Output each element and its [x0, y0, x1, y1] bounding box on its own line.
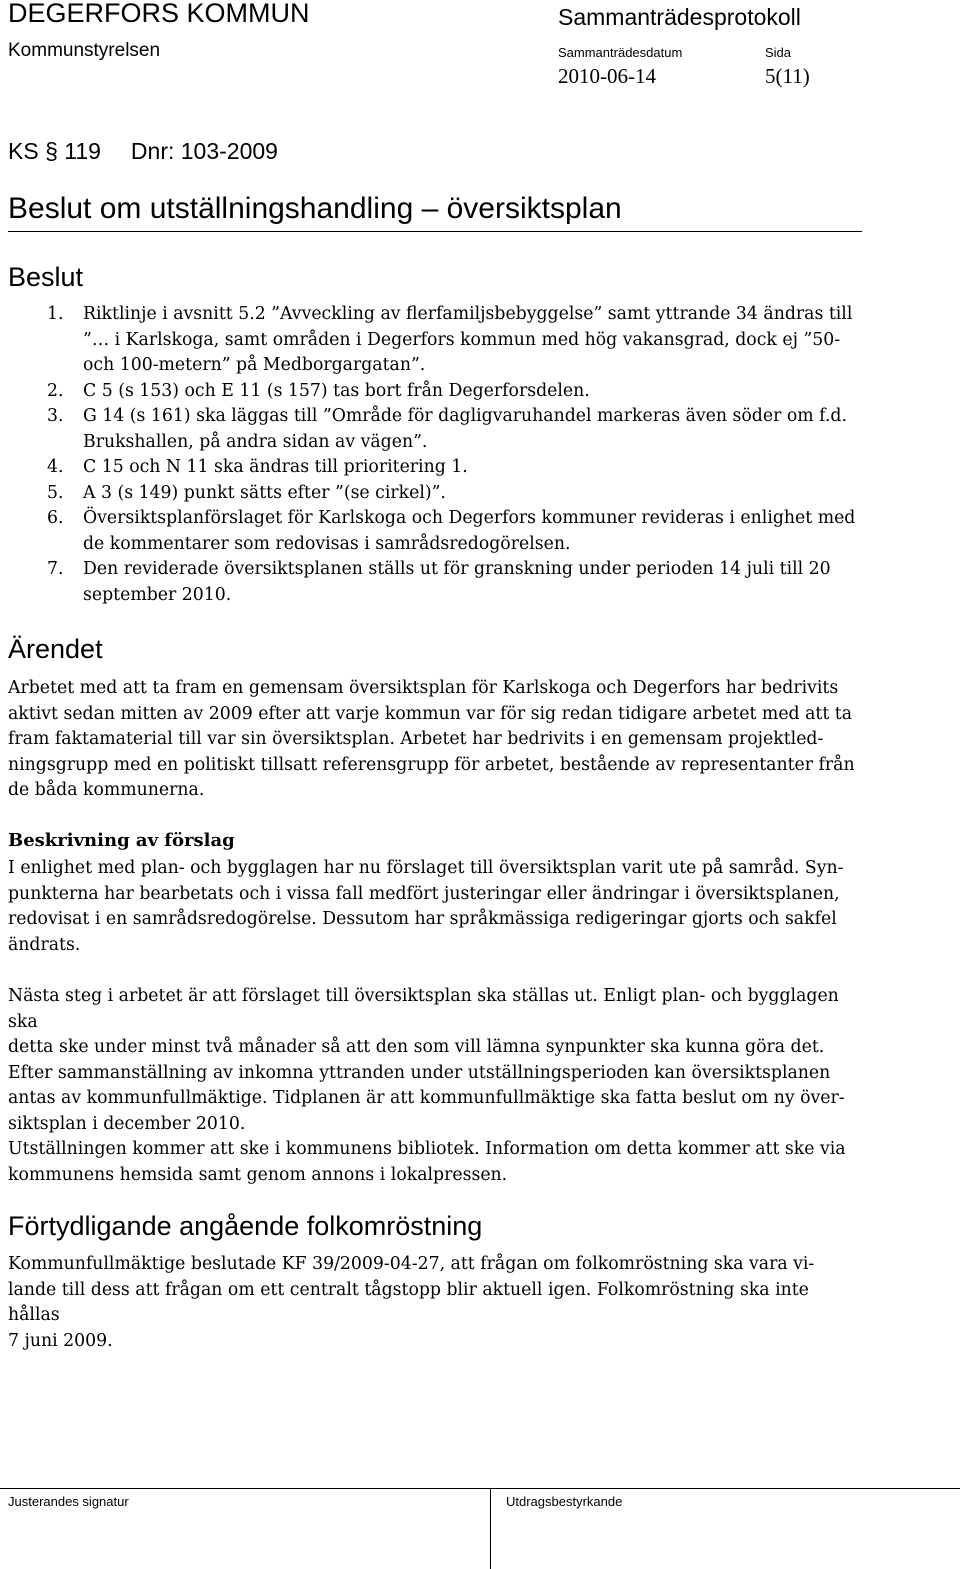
organization-name: DEGERFORS KOMMUN — [8, 0, 310, 28]
board-name: Kommunstyrelsen — [8, 40, 161, 61]
text-line: aktivt sedan mitten av 2009 efter att varje kommun var för sig redan tidigare arbetet med att ta — [8, 703, 853, 724]
footer-column-divider — [490, 1488, 491, 1569]
decision-item-line: och 100-metern” på Medborgargatan”. — [83, 355, 426, 375]
footer-divider — [0, 1488, 960, 1489]
text-line: ningsgrupp med en politiskt tillsatt referensgrupp för arbetet, bestående av representanter från — [8, 754, 855, 775]
text-line: Utställningen kommer att ske i kommunens bibliotek. Information om detta kommer att ske via — [8, 1139, 846, 1159]
text-line: ändrats. — [8, 934, 81, 955]
text-line: detta ske under minst två månader så att den som vill lämna synpunkter ska kunna göra det. — [8, 1037, 825, 1058]
page-number: 5(11) — [765, 64, 810, 88]
text-line: de båda kommunerna. — [8, 780, 205, 801]
decision-item-line: C 5 (s 153) och E 11 (s 157) tas bort från Degerforsdelen. — [83, 380, 590, 401]
decision-item-number: 7. — [47, 559, 64, 579]
decision-item-line: de kommentarer som redovisas i samrådsredogörelsen. — [83, 533, 571, 554]
text-line: redovisat i en samrådsredogörelse. Dessutom har språkmässiga redigeringar gjorts och sakfel — [8, 909, 837, 930]
page-label: Sida — [765, 45, 792, 60]
decision-item-number: 4. — [47, 457, 64, 477]
decision-item-line: Brukshallen, på andra sidan av vägen”. — [83, 431, 428, 452]
text-line: lande till dess att frågan om ett centralt tågstopp blir aktuell igen. Folkomröstning ska inte hållas — [8, 1279, 809, 1326]
decision-item-number: 3. — [47, 406, 64, 426]
decision-item — [0, 481, 870, 507]
text-line: punkterna har bearbetats och i vissa fall medfört justeringar eller ändringar i översiktsplanen, — [8, 883, 840, 904]
case-number: KS § 119 — [8, 138, 101, 164]
proposal-paragraph-2 — [8, 984, 858, 1138]
decision-item — [0, 302, 870, 379]
text-line: kommunens hemsida samt genom annons i lokalpressen. — [8, 1164, 508, 1185]
text-line: fram faktamaterial till var sin översiktsplan. Arbetet har bedrivits i en gemensam projektled- — [8, 729, 824, 750]
decision-item-number: 2. — [47, 380, 64, 401]
clarification-paragraph — [8, 1252, 858, 1354]
signature-label: Justerandes signatur — [8, 1494, 129, 1509]
decision-list — [0, 302, 870, 608]
title-divider — [8, 231, 862, 232]
proposal-heading: Beskrivning av förslag — [8, 830, 235, 851]
case-dnr: Dnr: 103-2009 — [130, 138, 278, 164]
decision-item — [0, 506, 870, 557]
decision-item-line: Riktlinje i avsnitt 5.2 ”Avveckling av flerfamiljsbebyggelse” samt yttrande 34 ändras till — [83, 304, 853, 324]
proposal-paragraph-3 — [8, 1137, 858, 1188]
decision-item — [0, 557, 870, 608]
decision-item-line: C 15 och N 11 ska ändras till prioritering 1. — [83, 457, 468, 477]
decision-item-line: G 14 (s 161) ska läggas till ”Område för dagligvaruhandel markeras även söder om f.d. — [83, 406, 847, 426]
decision-item-line: ”… i Karlskoga, samt områden i Degerfors kommun med hög vakansgrad, dock ej ”50- — [83, 329, 841, 350]
decision-item — [0, 404, 870, 455]
clarification-heading: Förtydligande angående folkomröstning — [8, 1211, 483, 1241]
decision-item-number: 5. — [47, 482, 64, 503]
decision-item-number: 1. — [47, 304, 64, 324]
text-line: Kommunfullmäktige beslutade KF 39/2009-04-27, att frågan om folkomröstning ska vara vi- — [8, 1254, 815, 1274]
document-type: Sammanträdesprotokoll — [558, 4, 801, 30]
case-title: Beslut om utställningshandling – översiktsplan — [8, 192, 622, 225]
matter-paragraph — [8, 676, 858, 804]
decision-heading: Beslut — [8, 262, 84, 292]
matter-heading: Ärendet — [8, 634, 103, 664]
decision-item-line: september 2010. — [83, 584, 232, 605]
text-line: Nästa steg i arbetet är att förslaget till översiktsplan ska ställas ut. Enligt plan- och bygglagen ska — [8, 986, 839, 1032]
decision-item — [0, 455, 870, 481]
meeting-date-label: Sammanträdesdatum — [558, 45, 683, 60]
text-line: siktsplan i december 2010. — [8, 1113, 246, 1134]
text-line: I enlighet med plan- och bygglagen har nu förslaget till översiktsplan varit ute på samråd. Syn- — [8, 858, 844, 878]
extract-certification-label: Utdragsbestyrkande — [506, 1494, 623, 1509]
case-heading — [8, 138, 278, 165]
decision-item-number: 6. — [47, 508, 64, 528]
text-line: 7 juni 2009. — [8, 1330, 113, 1351]
decision-item-line: Översiktsplanförslaget för Karlskoga och Degerfors kommuner revideras i enlighet med — [83, 508, 856, 528]
meeting-date: 2010-06-14 — [558, 64, 656, 88]
text-line: antas av kommunfullmäktige. Tidplanen är att kommunfullmäktige ska fatta beslut om ny över- — [8, 1088, 845, 1109]
text-line: Efter sammanställning av inkomna yttranden under utställningsperioden kan översiktsplanen — [8, 1062, 831, 1083]
proposal-paragraph-1 — [8, 856, 858, 958]
text-line: Arbetet med att ta fram en gemensam översiktsplan för Karlskoga och Degerfors har bedrivits — [8, 678, 839, 698]
decision-item — [0, 379, 870, 405]
decision-item-line: A 3 (s 149) punkt sätts efter ”(se cirkel)”. — [83, 482, 446, 503]
decision-item-line: Den reviderade översiktsplanen ställs ut för granskning under perioden 14 juli till 20 — [83, 559, 831, 579]
